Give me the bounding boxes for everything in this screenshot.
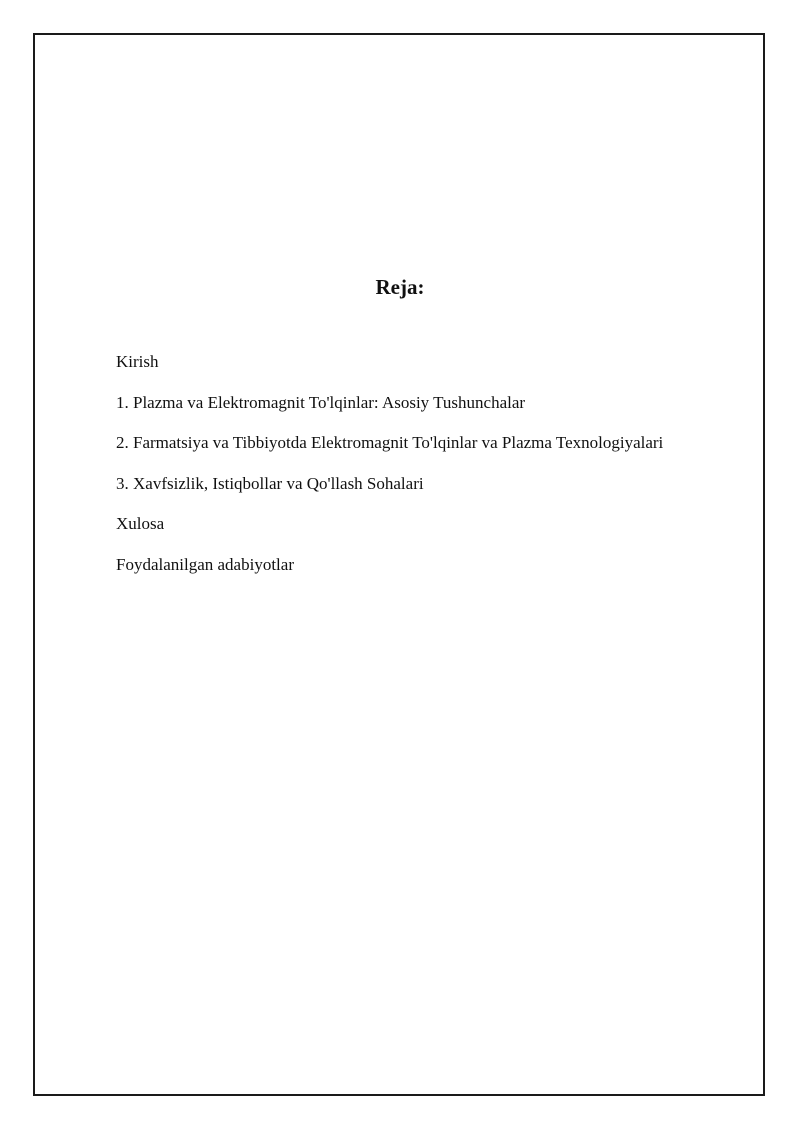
toc-item-chapter-1: 1. Plazma va Elektromagnit To'lqinlar: Asosiy Tushunchalar: [116, 392, 526, 412]
toc-item-chapter-2: 2. Farmatsiya va Tibbiyotda Elektromagnit To'lqinlar va Plazma Texnologiyalari: [116, 433, 664, 452]
toc-item-references: Foydalanilgan adabiyotlar: [116, 554, 294, 574]
toc-item-conclusion: Xulosa: [116, 514, 165, 533]
toc-item-introduction: Kirish: [116, 352, 159, 371]
page-title: Reja:: [375, 275, 425, 299]
table-of-contents: [116, 350, 663, 593]
toc-item-chapter-3: 3. Xavfsizlik, Istiqbollar va Qo'llash Sohalari: [116, 473, 424, 493]
